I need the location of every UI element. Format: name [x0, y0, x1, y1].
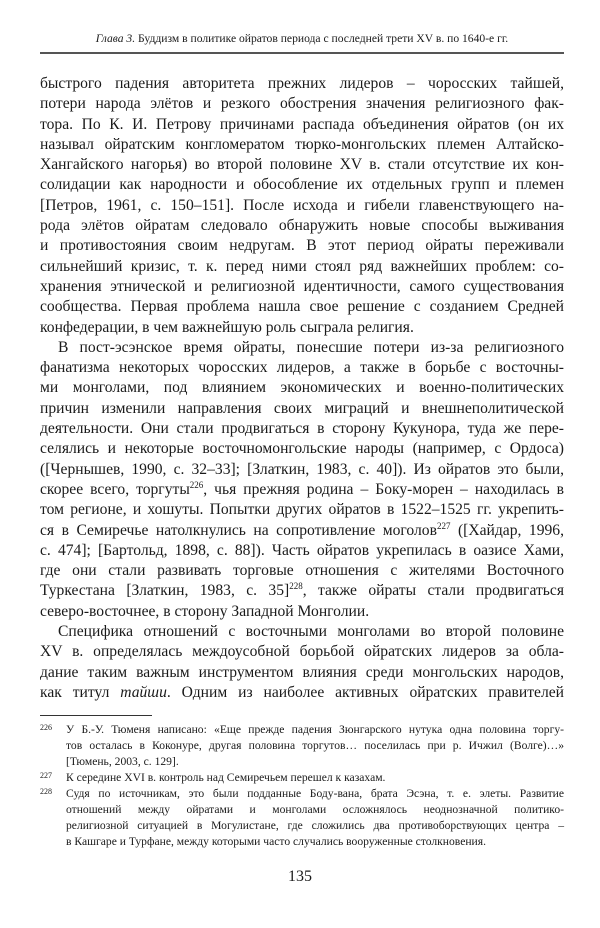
body-text: [40, 74, 564, 703]
text-run: ми монголами, под влиянием экономических и военно-политических: [40, 379, 564, 397]
text-line: [40, 663, 564, 683]
text-line: [40, 460, 564, 480]
text-line: [40, 297, 564, 317]
text-line: [40, 115, 564, 135]
text-line: [40, 521, 564, 541]
footnote-line: в Кашгаре и Турфане, между которыми часто случались вооруженные столкновения.: [66, 835, 486, 848]
text-line: [40, 683, 564, 703]
text-run: том регионе, и хошуты. Попытки других ойратов в 1522–1525 гг. укрепить-: [40, 501, 564, 519]
text-run: как титул: [40, 683, 121, 701]
footnote: [40, 770, 564, 786]
text-run: хранения этнической и религиозной идентичности, самого существования: [40, 277, 564, 295]
footnote: [40, 786, 564, 850]
text-line: [40, 480, 564, 500]
text-line: [40, 642, 564, 662]
footnote-number: 226: [40, 723, 52, 732]
text-run: , также ойраты стали продвигаться: [302, 582, 564, 600]
text-line: [40, 602, 564, 622]
footnote-line: [Тюмень, 2003, с. 129].: [66, 755, 179, 768]
text-run: Туркестана [Златкин, 1983, с. 35]: [40, 582, 290, 600]
text-line: [40, 338, 564, 358]
text-run: потери народа элётов и резкого обострения значения религиозного фак-: [40, 95, 564, 113]
text-run: сообщества. Первая проблема нашла свое решение с созданием Средней: [40, 298, 564, 316]
footnote-line: Судя по источникам, это были подданные Боду-вана, брата Эсэна, т. е. элеты. Развитие: [66, 787, 564, 800]
footnote-number: 227: [40, 771, 52, 780]
text-line: [40, 277, 564, 297]
text-line: [40, 581, 564, 601]
text-run: селялись и некоторые восточномонгольские народы (например, с Ордоса): [40, 440, 564, 458]
text-run: Специфика отношений с восточными монголами во второй половине: [58, 623, 564, 641]
text-line: [40, 622, 564, 642]
text-run: В пост-эсэнское время ойраты, понесшие потери из-за религиозного: [58, 338, 564, 356]
text-run: тора. По К. И. Петрову причинами распада объединения ойратов (он их: [40, 115, 564, 133]
text-line: [40, 155, 564, 175]
chapter-label: Глава 3.: [95, 32, 136, 45]
text-run: XV в. определялась междоусобной борьбой ойратских лидеров за обла-: [40, 643, 564, 661]
footnote-ref[interactable]: 228: [289, 581, 303, 592]
text-run: [Петров, 1961, с. 150–151]. После исхода и гибели главенствующего на-: [40, 196, 564, 214]
footnote-ref[interactable]: 227: [436, 520, 451, 531]
text-line: [40, 196, 564, 216]
text-line: [40, 419, 564, 439]
text-line: [40, 216, 564, 236]
footnote: [40, 722, 564, 770]
text-run: называл ойратским конгломератом тюрко-монгольских племен Алтайско-: [40, 135, 564, 153]
footnote-ref[interactable]: 226: [189, 479, 204, 490]
text-line: [40, 439, 564, 459]
text-run: ([Чернышев, 1990, с. 32–33]; [Златкин, 1983, с. 40]). Из ойратов это были,: [40, 460, 564, 478]
header-rule: [40, 52, 564, 54]
running-header: [40, 32, 564, 45]
text-line: [40, 135, 564, 155]
footnote-line: К середине XVI в. контроль над Семиречьем перешел к казахам.: [66, 771, 386, 784]
text-line: [40, 257, 564, 277]
text-run: где они стали развивать торговые отношения с жителями Восточного: [40, 562, 564, 580]
text-run: ([Хайдар, 1996,: [450, 521, 564, 539]
text-line: [40, 561, 564, 581]
text-run: с. 474]; [Бартольд, 1898, с. 88]). Часть ойратов укрепилась в оазисе Хами,: [40, 541, 564, 559]
text-run: ся в Семиречье натолкнулись на сопротивление моголов: [40, 521, 437, 539]
footnote-number: 228: [40, 787, 52, 796]
footnote-rule: [40, 715, 152, 716]
footnote-line: У Б.-У. Тюменя написано: «Еще прежде падения Зюнгарского нутука одна половина торгу-: [66, 723, 564, 736]
text-run: причин изменили направления своих миграций и внешнеполитической: [40, 399, 564, 417]
text-line: [40, 541, 564, 561]
text-run: фанатизма некоторых чоросских лидеров, а также в борьбе с восточны-: [40, 359, 564, 377]
text-line: [40, 378, 564, 398]
footnote-line: тов осталась в Коконуре, другая половина торгутов… поселилась при р. Ичжил (Волге)…»: [66, 739, 564, 752]
text-run: северо-восточнее, в сторону Западной Монголии.: [40, 602, 370, 620]
text-run: рода элётов ойратам следовало обнаружить новые способы выживания: [40, 217, 564, 235]
text-line: [40, 500, 564, 520]
footnotes: [40, 722, 564, 850]
text-run: солидации как народности и обособление их отдельных групп и племен: [40, 176, 564, 194]
paragraph: [40, 622, 564, 703]
italic-term: тайши: [120, 683, 167, 701]
text-line: [40, 94, 564, 114]
text-run: скорее всего, торгуты: [40, 480, 190, 498]
footnote-line: религиозной ситуацией в Могулистане, где сложились два противоборствующих центра –: [66, 819, 564, 832]
text-run: , чья прежняя родина – Боку-морен – находилась в: [203, 480, 564, 498]
text-run: сильнейший кризис, т. к. перед ними стоял ряд важнейших проблем: со-: [40, 257, 564, 275]
text-line: [40, 318, 564, 338]
text-run: быстрого падения авторитета прежних лидеров – чоросских тайшей,: [40, 75, 564, 92]
text-line: [40, 175, 564, 195]
text-run: и противостояния своим недругам. В этот период ойраты переживали: [40, 237, 564, 255]
text-line: [40, 399, 564, 419]
text-line: [40, 358, 564, 378]
paragraph: [40, 338, 564, 622]
text-run: . Одним из наиболее активных ойратских правителей: [166, 683, 564, 701]
paragraph: [40, 74, 564, 338]
footnote-line: отношений между ойратами и монголами осложнялось неоднозначной политико-: [66, 803, 564, 816]
text-run: дание таким важным инструментом влияния среди монгольских народов,: [40, 663, 564, 681]
text-line: [40, 236, 564, 256]
text-run: деятельности. Они стали продвигаться в сторону Кукунора, туда же пере-: [40, 420, 564, 438]
text-line: [40, 74, 564, 94]
text-run: конфедерации, в чем важнейшую роль сыграла религия.: [40, 318, 414, 336]
page-number: 135: [288, 868, 312, 885]
text-run: Хангайского нагорья) во второй половине XV в. стали отсутствие их кон-: [40, 156, 564, 174]
chapter-title: Буддизм в политике ойратов периода с последней трети XV в. по 1640-е гг.: [138, 32, 509, 45]
